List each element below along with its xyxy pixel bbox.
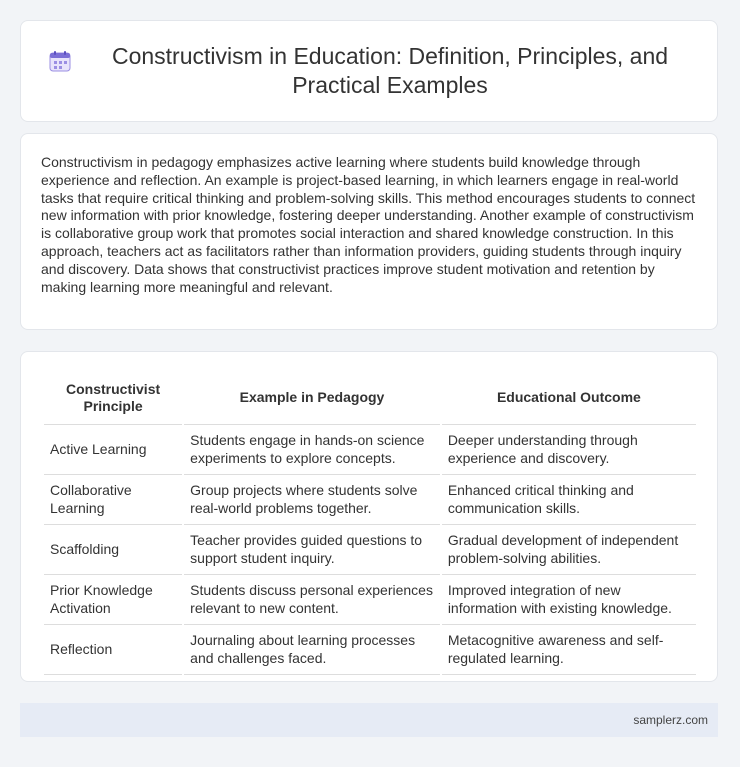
table-row [44, 475, 696, 525]
intro-card [20, 133, 718, 330]
cell-principle: Reflection [44, 625, 182, 675]
page-title: Constructivism in Education: Definition, Principles, and Practical Examples [111, 43, 669, 98]
footer-bar [20, 703, 718, 737]
cell-outcome: Improved integration of new information with existing knowledge. [442, 575, 696, 625]
table-row [44, 425, 696, 475]
table-header-row [44, 372, 696, 425]
cell-principle: Active Learning [44, 425, 182, 475]
table-card [20, 351, 718, 682]
table-row [44, 525, 696, 575]
header-example: Example in Pedagogy [184, 372, 440, 425]
header-outcome: Educational Outcome [442, 372, 696, 425]
title-card [20, 20, 718, 122]
header-principle: Constructivist Principle [44, 372, 182, 425]
cell-example: Students engage in hands-on science experiments to explore concepts. [184, 425, 440, 475]
footer-site-link[interactable]: samplerz.com [633, 713, 708, 727]
cell-outcome: Gradual development of independent problem-solving abilities. [442, 525, 696, 575]
cell-principle: Collaborative Learning [44, 475, 182, 525]
cell-principle: Prior Knowledge Activation [44, 575, 182, 625]
cell-principle: Scaffolding [44, 525, 182, 575]
cell-outcome: Enhanced critical thinking and communication skills. [442, 475, 696, 525]
cell-example: Group projects where students solve real-world problems together. [184, 475, 440, 525]
calendar-icon [49, 50, 71, 72]
intro-paragraph: Constructivism in pedagogy emphasizes active learning where students build knowledge through experience and reflection. An example is project-based learning, in which learners engage in real-world tasks that require critical thinking and problem-solving skills. This method encourages students to connect new information with prior knowledge, fostering deeper understanding. Another example of constructivism is collaborative group work that promotes social interaction and shared knowledge construction. In this approach, teachers act as facilitators rather than information providers, guiding students through inquiry and discovery. Data shows that constructivist practices improve student motivation and retention by making learning more meaningful and relevant. [41, 154, 696, 295]
title-wrap [49, 42, 689, 100]
cell-outcome: Deeper understanding through experience and discovery. [442, 425, 696, 475]
cell-example: Journaling about learning processes and challenges faced. [184, 625, 440, 675]
cell-example: Teacher provides guided questions to support student inquiry. [184, 525, 440, 575]
cell-example: Students discuss personal experiences relevant to new content. [184, 575, 440, 625]
table-row [44, 575, 696, 625]
table-row [44, 625, 696, 675]
principles-table [42, 372, 698, 675]
cell-outcome: Metacognitive awareness and self-regulated learning. [442, 625, 696, 675]
